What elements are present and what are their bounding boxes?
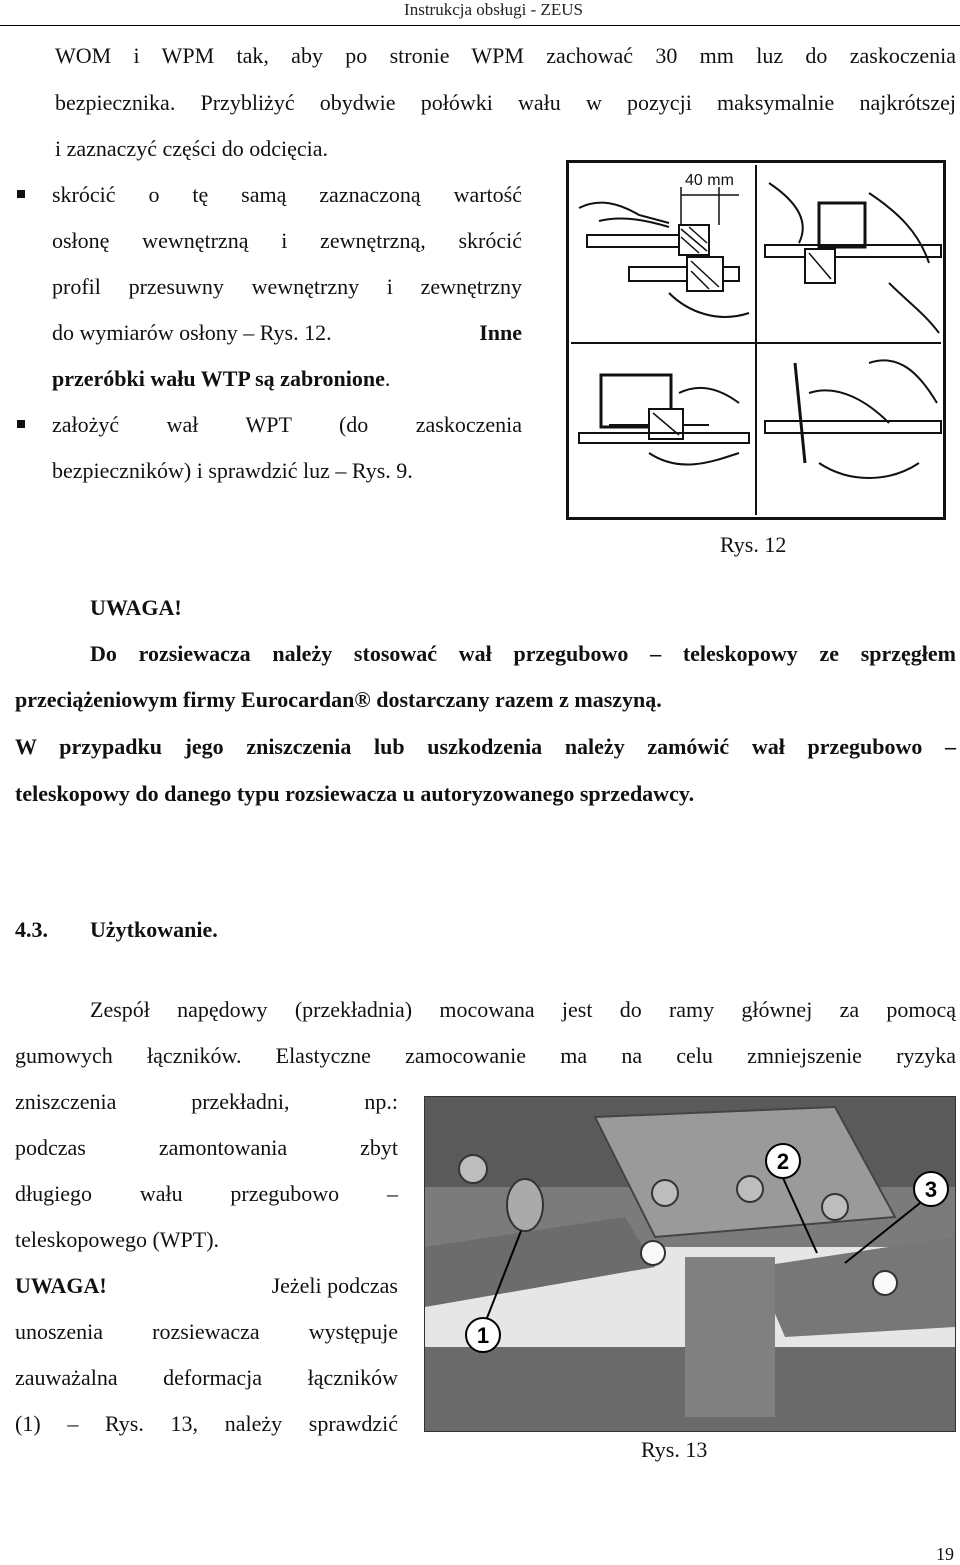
section-title: Użytkowanie. xyxy=(90,917,218,942)
figure-13-drawing xyxy=(425,1097,955,1431)
warning-1-line-1: Do rozsiewacza należy stosować wał przegubowo – teleskopowy ze sprzęgłem xyxy=(90,641,956,666)
figure-13-photo xyxy=(424,1096,956,1432)
warning-2-line-4: (1) – Rys. 13, należy sprawdzić xyxy=(15,1411,398,1436)
figure-12-illustration xyxy=(566,160,946,520)
bullet2-line-2: bezpieczników) i sprawdzić luz – Rys. 9. xyxy=(52,458,413,483)
bullet1-line-4-text: do wymiarów osłony – Rys. 12. xyxy=(52,320,332,345)
bullet1-line-4 xyxy=(52,322,522,344)
body-line-5: długiego wału przegubowo – xyxy=(15,1181,398,1206)
body-line-4: podczas zamontowania zbyt xyxy=(15,1135,398,1160)
body-line-2: gumowych łączników. Elastyczne zamocowanie ma na celu zmniejszenie ryzyka xyxy=(15,1043,956,1068)
warning-1-line-3: W przypadku jego zniszczenia lub uszkodzenia należy zamówić wał przegubowo – xyxy=(15,734,956,759)
figure-12-dimension-label: 40 mm xyxy=(685,172,734,189)
bullet1-line-2: osłonę wewnętrzną i zewnętrzną, skrócić xyxy=(52,228,522,253)
warning-1-line-2: przeciążeniowym firmy Eurocardan® dostarczany razem z maszyną. xyxy=(15,687,662,712)
header-rule xyxy=(0,25,960,26)
page-header xyxy=(0,0,960,26)
bullet1-bold-line-end: . xyxy=(384,366,391,391)
body-line-3: zniszczenia przekładni, np.: xyxy=(15,1089,398,1114)
warning-2-line-2: unoszenia rozsiewacza występuje xyxy=(15,1319,398,1344)
warning-2-line-3: zauważalna deformacja łączników xyxy=(15,1365,398,1390)
warning-1-line-4: teleskopowy do danego typu rozsiewacza u autoryzowanego sprzedawcy. xyxy=(15,781,695,806)
marker-3: 3 xyxy=(924,1177,938,1202)
body-line-6: teleskopowego (WPT). xyxy=(15,1227,220,1252)
page-number: 19 xyxy=(936,1544,954,1564)
warning-2-title: UWAGA! xyxy=(15,1273,107,1298)
bullet2-line-1: założyć wał WPT (do zaskoczenia xyxy=(52,412,522,437)
section-number: 4.3. xyxy=(15,917,48,942)
bullet1-line-1: skrócić o tę samą zaznaczoną wartość xyxy=(52,182,522,207)
marker-1: 1 xyxy=(476,1323,490,1348)
intro-line-1: WOM i WPM tak, aby po stronie WPM zachować 30 mm luz do zaskoczenia xyxy=(55,43,956,68)
bullet-marker-2 xyxy=(17,420,25,428)
document-title: Instrukcja obsługi - ZEUS xyxy=(404,0,583,19)
figure-12-caption: Rys. 12 xyxy=(720,532,787,557)
intro-line-3: i zaznaczyć części do odcięcia. xyxy=(55,136,328,161)
warning-2-first-line-rest: Jeżeli podczas xyxy=(271,1273,398,1298)
intro-line-2: bezpiecznika. Przybliżyć obydwie połówki wału w pozycji maksymalnie najkrótszej xyxy=(55,90,956,115)
bullet1-line-5 xyxy=(52,368,390,390)
bullet-marker-1 xyxy=(17,190,25,198)
marker-2: 2 xyxy=(776,1149,790,1174)
warning-1-title: UWAGA! xyxy=(90,595,182,620)
figure-12-drawing xyxy=(569,163,943,517)
bullet1-bold-line: przeróbki wału WTP są zabronione xyxy=(52,366,385,391)
bullet1-bold-tail: Inne xyxy=(479,320,522,345)
bullet1-line-3: profil przesuwny wewnętrzny i zewnętrzny xyxy=(52,274,522,299)
body-line-1: Zespół napędowy (przekładnia) mocowana jest do ramy głównej za pomocą xyxy=(90,997,956,1022)
figure-13-caption: Rys. 13 xyxy=(641,1437,708,1462)
warning-2-first-line xyxy=(15,1275,398,1297)
